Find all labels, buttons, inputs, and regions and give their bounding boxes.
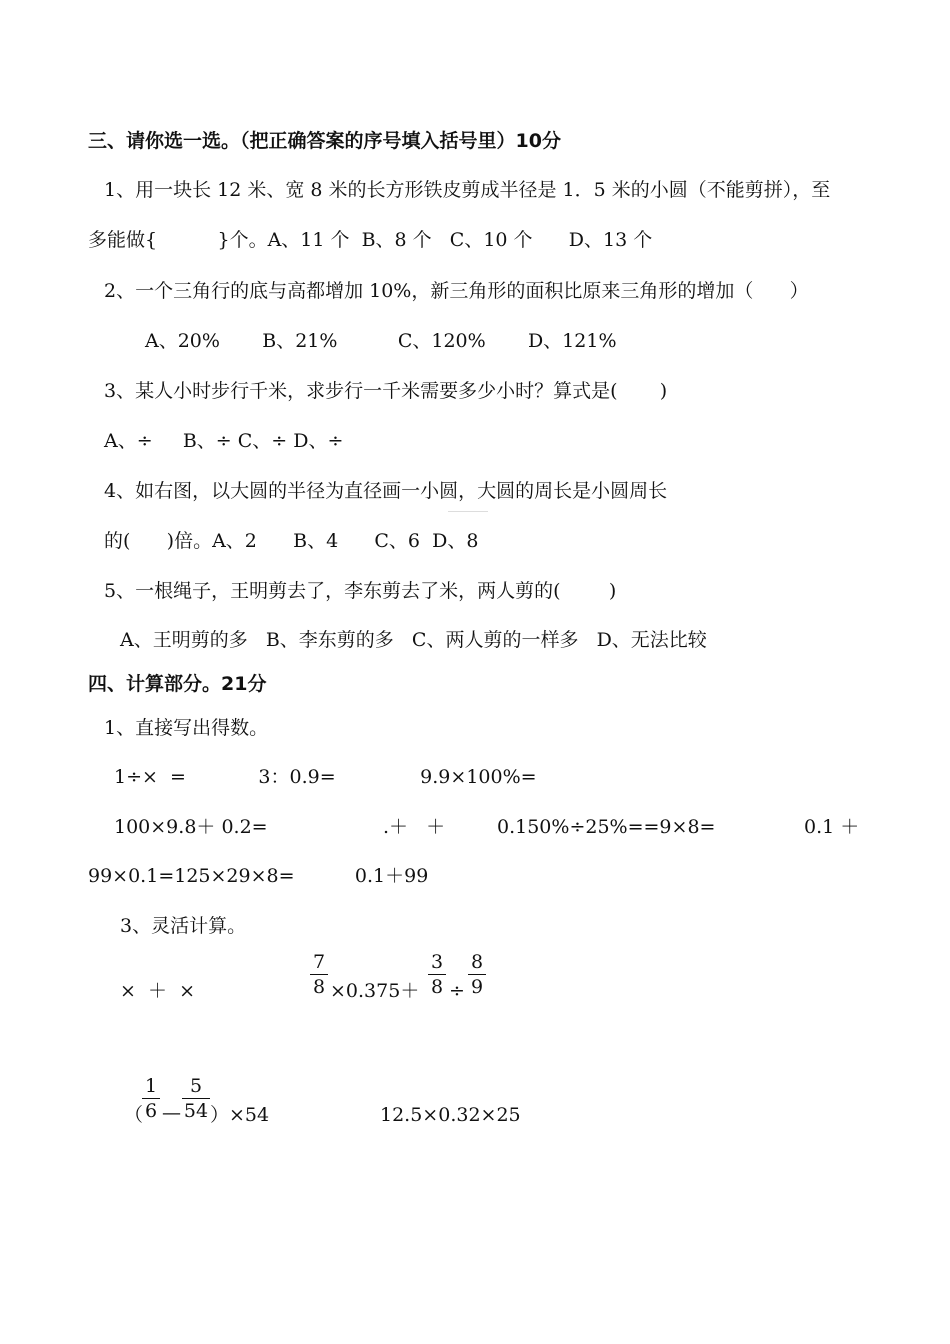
fraction-denominator: 6 [144,1100,158,1122]
fraction-1-6 [142,1075,160,1122]
question-4-line-2: 的( )倍。A、2 B、4 C、6 D、8 [104,530,479,552]
fraction-bar [468,974,486,975]
expression-1-left: × ＋ × [120,980,195,1002]
question-5-options: A、王明剪的多 B、李东剪的多 C、两人剪的一样多 D、无法比较 [120,629,707,651]
open-paren: （ [124,1104,144,1126]
fraction-bar [428,974,446,975]
fraction-numerator: 1 [144,1075,158,1097]
question-1-line-2: 多能做{ }个。A、11 个 B、8 个 C、10 个 D、13 个 [88,229,653,251]
fraction-denominator: 8 [430,976,444,998]
calc-row-2-d: 0.1 ＋ [804,816,860,838]
fraction-bar [310,974,328,975]
division-sign: ÷ [449,980,465,1002]
calc-row-2-a: 100×9.8＋ 0.2= [114,816,268,838]
fraction-denominator: 8 [312,976,326,998]
calc-row-2-b: .＋ ＋ [383,816,446,838]
close-paren-times: ）×54 [210,1104,270,1126]
calc-row-1: 1÷× = 3：0.9= 9.9×100%= [114,766,537,788]
minus-sign: — [162,1102,181,1124]
expression-1-middle: ×0.375＋ [330,980,420,1002]
question-2-line-1: 2、一个三角行的底与高都增加 10%，新三角形的面积比原来三角形的增加（ ） [104,280,809,302]
fraction-numerator: 7 [312,951,326,973]
fraction-8-9 [468,951,486,998]
question-3-options: A、÷ B、÷ C、÷ D、÷ [104,430,344,452]
fraction-7-8 [310,951,328,998]
fraction-bar [182,1098,210,1099]
fraction-5-54 [182,1075,210,1122]
section3-heading: 三、请你选一选。（把正确答案的序号填入括号里）10分 [88,130,561,152]
question-5-line-1: 5、一根绳子，王明剪去了，李东剪去了米，两人剪的( ) [104,580,617,602]
subsection-1-title: 1、直接写出得数。 [104,717,269,739]
fraction-denominator: 9 [470,976,484,998]
expression-3: 12.5×0.32×25 [380,1104,521,1126]
fraction-numerator: 3 [430,951,444,973]
subsection-3-title: 3、灵活计算。 [120,915,247,937]
fraction-numerator: 8 [470,951,484,973]
question-3-line-1: 3、某人小时步行千米，求步行一千米需要多少小时？算式是( ) [104,380,668,402]
fraction-bar [142,1098,160,1099]
fraction-denominator: 54 [183,1100,209,1122]
section4-heading: 四、计算部分。21分 [88,673,267,695]
fraction-numerator: 5 [189,1075,203,1097]
fraction-3-8 [428,951,446,998]
question-1-line-1: 1、用一块长 12 米、宽 8 米的长方形铁皮剪成半径是 1．5 米的小圆（不能剪拼），至 [104,179,831,201]
figure-placeholder-line [448,511,488,512]
question-2-options: A、20% B、21% C、120% D、121% [145,330,617,352]
calc-row-2-c: 0.150%÷25%==9×8= [497,816,716,838]
calc-row-3: 99×0.1=125×29×8= 0.1＋99 [88,865,429,887]
question-4-line-1: 4、如右图，以大圆的半径为直径画一小圆，大圆的周长是小圆周长 [104,480,668,502]
